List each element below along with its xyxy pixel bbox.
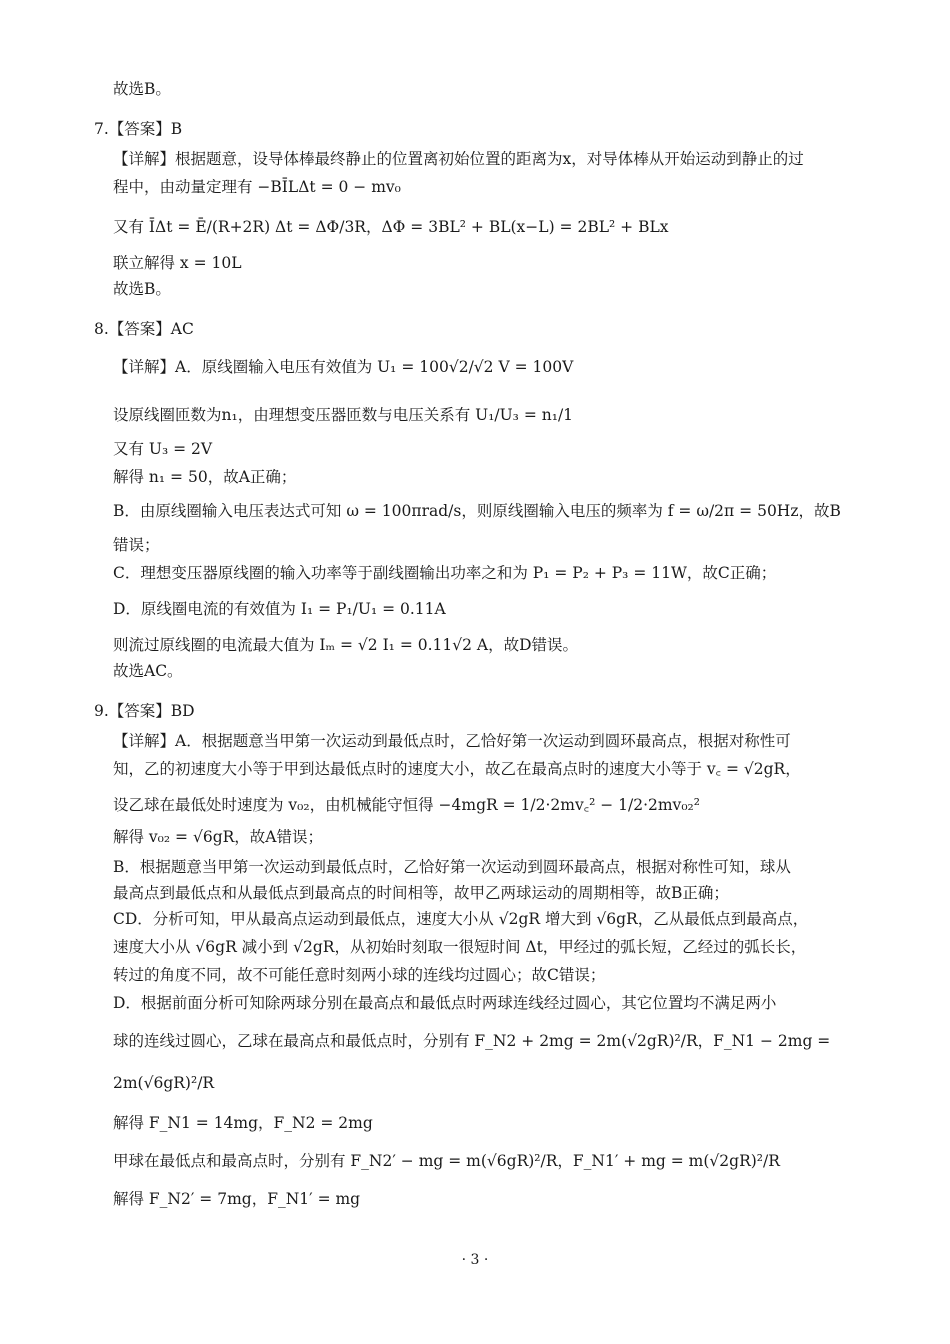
text-line: 故选AC。 (113, 662, 183, 680)
text-line: 解得 n₁ = 50，故A正确； (113, 468, 297, 486)
text-line: 又有 U₃ = 2V (113, 440, 213, 458)
text-line: 转过的角度不同，故不可能任意时刻两小球的连线均过圆心；故C错误； (113, 966, 606, 984)
answer-heading-8: 8.【答案】AC (94, 320, 194, 338)
text-line: 程中，由动量定理有 −BĪLΔt = 0 − mv₀ (113, 178, 401, 196)
text-line: 故选B。 (113, 280, 171, 298)
text-line: 知，乙的初速度大小等于甲到达最低点时的速度大小，故乙在最高点时的速度大小等于 v꜀ = √2gR， (113, 760, 801, 778)
text-line: 速度大小从 √6gR 减小到 √2gR，从初始时刻取一很短时间 Δt，甲经过的弧长短，乙经过的弧长长， (113, 938, 807, 956)
answer-heading-9: 9.【答案】BD (94, 702, 195, 720)
formula-line: D．原线圈电流的有效值为 I₁ = P₁/U₁ = 0.11A (113, 600, 446, 618)
text-line: 则流过原线圈的电流最大值为 Iₘ = √2 I₁ = 0.11√2 A，故D错误。 (113, 636, 579, 654)
formula-line: 设乙球在最低处时速度为 v₀₂，由机械能守恒得 −4mgR = 1/2·2mv꜀² − 1/2·2mv₀₂² (113, 796, 700, 814)
text-line: C．理想变压器原线圈的输入功率等于副线圈输出功率之和为 P₁ = P₂ + P₃ = 11W，故C正确； (113, 564, 777, 582)
text-line: 解得 F_N1 = 14mg，F_N2 = 2mg (113, 1114, 373, 1132)
formula-line: 【详解】A．原线圈输入电压有效值为 U₁ = 100√2/√2 V = 100V (113, 358, 574, 376)
formula-line: 2m(√6gR)²/R (113, 1074, 215, 1092)
formula-line: 设原线圈匝数为n₁，由理想变压器匝数与电压关系有 U₁/U₃ = n₁/1 (113, 406, 574, 424)
text-line: 错误； (113, 536, 160, 554)
text-line: 故选B。 (113, 80, 171, 98)
text-line: 解得 F_N2′ = 7mg，F_N1′ = mg (113, 1190, 361, 1208)
formula-line: 球的连线过圆心，乙球在最高点和最低点时，分别有 F_N2 + 2mg = 2m(√2gR)²/R，F_N1 − 2mg = (113, 1032, 831, 1050)
text-line: D．根据前面分析可知除两球分别在最高点和最低点时两球连线经过圆心，其它位置均不满足两小 (113, 994, 777, 1012)
text-line: 联立解得 x = 10L (113, 254, 242, 272)
text-line: 最高点到最低点和从最低点到最高点的时间相等，故甲乙两球运动的周期相等，故B正确； (113, 884, 729, 902)
text-line: B．根据题意当甲第一次运动到最低点时，乙恰好第一次运动到圆环最高点，根据对称性可知，球从 (113, 858, 791, 876)
text-line: 【详解】A．根据题意当甲第一次运动到最低点时，乙恰好第一次运动到圆环最高点，根据对称性可 (113, 732, 791, 750)
formula-line: 又有 ĪΔt = Ē/(R+2R) Δt = ΔΦ/3R，ΔΦ = 3BL² + BL(x−L) = 2BL² + BLx (113, 218, 669, 236)
page-number: · 3 · (461, 1252, 489, 1268)
formula-line: B．由原线圈输入电压表达式可知 ω = 100πrad/s，则原线圈输入电压的频率为 f = ω/2π = 50Hz，故B (113, 502, 841, 520)
formula-line: 甲球在最低点和最高点时，分别有 F_N2′ − mg = m(√6gR)²/R，F_N1′ + mg = m(√2gR)²/R (113, 1152, 780, 1170)
text-line: CD．分析可知，甲从最高点运动到最低点，速度大小从 √2gR 增大到 √6gR，乙从最低点到最高点， (113, 910, 809, 928)
text-line: 【详解】根据题意，设导体棒最终静止的位置离初始位置的距离为x，对导体棒从开始运动到静止的过 (113, 150, 804, 168)
text-line: 解得 v₀₂ = √6gR，故A错误； (113, 828, 323, 846)
answer-heading-7: 7.【答案】B (94, 120, 183, 138)
